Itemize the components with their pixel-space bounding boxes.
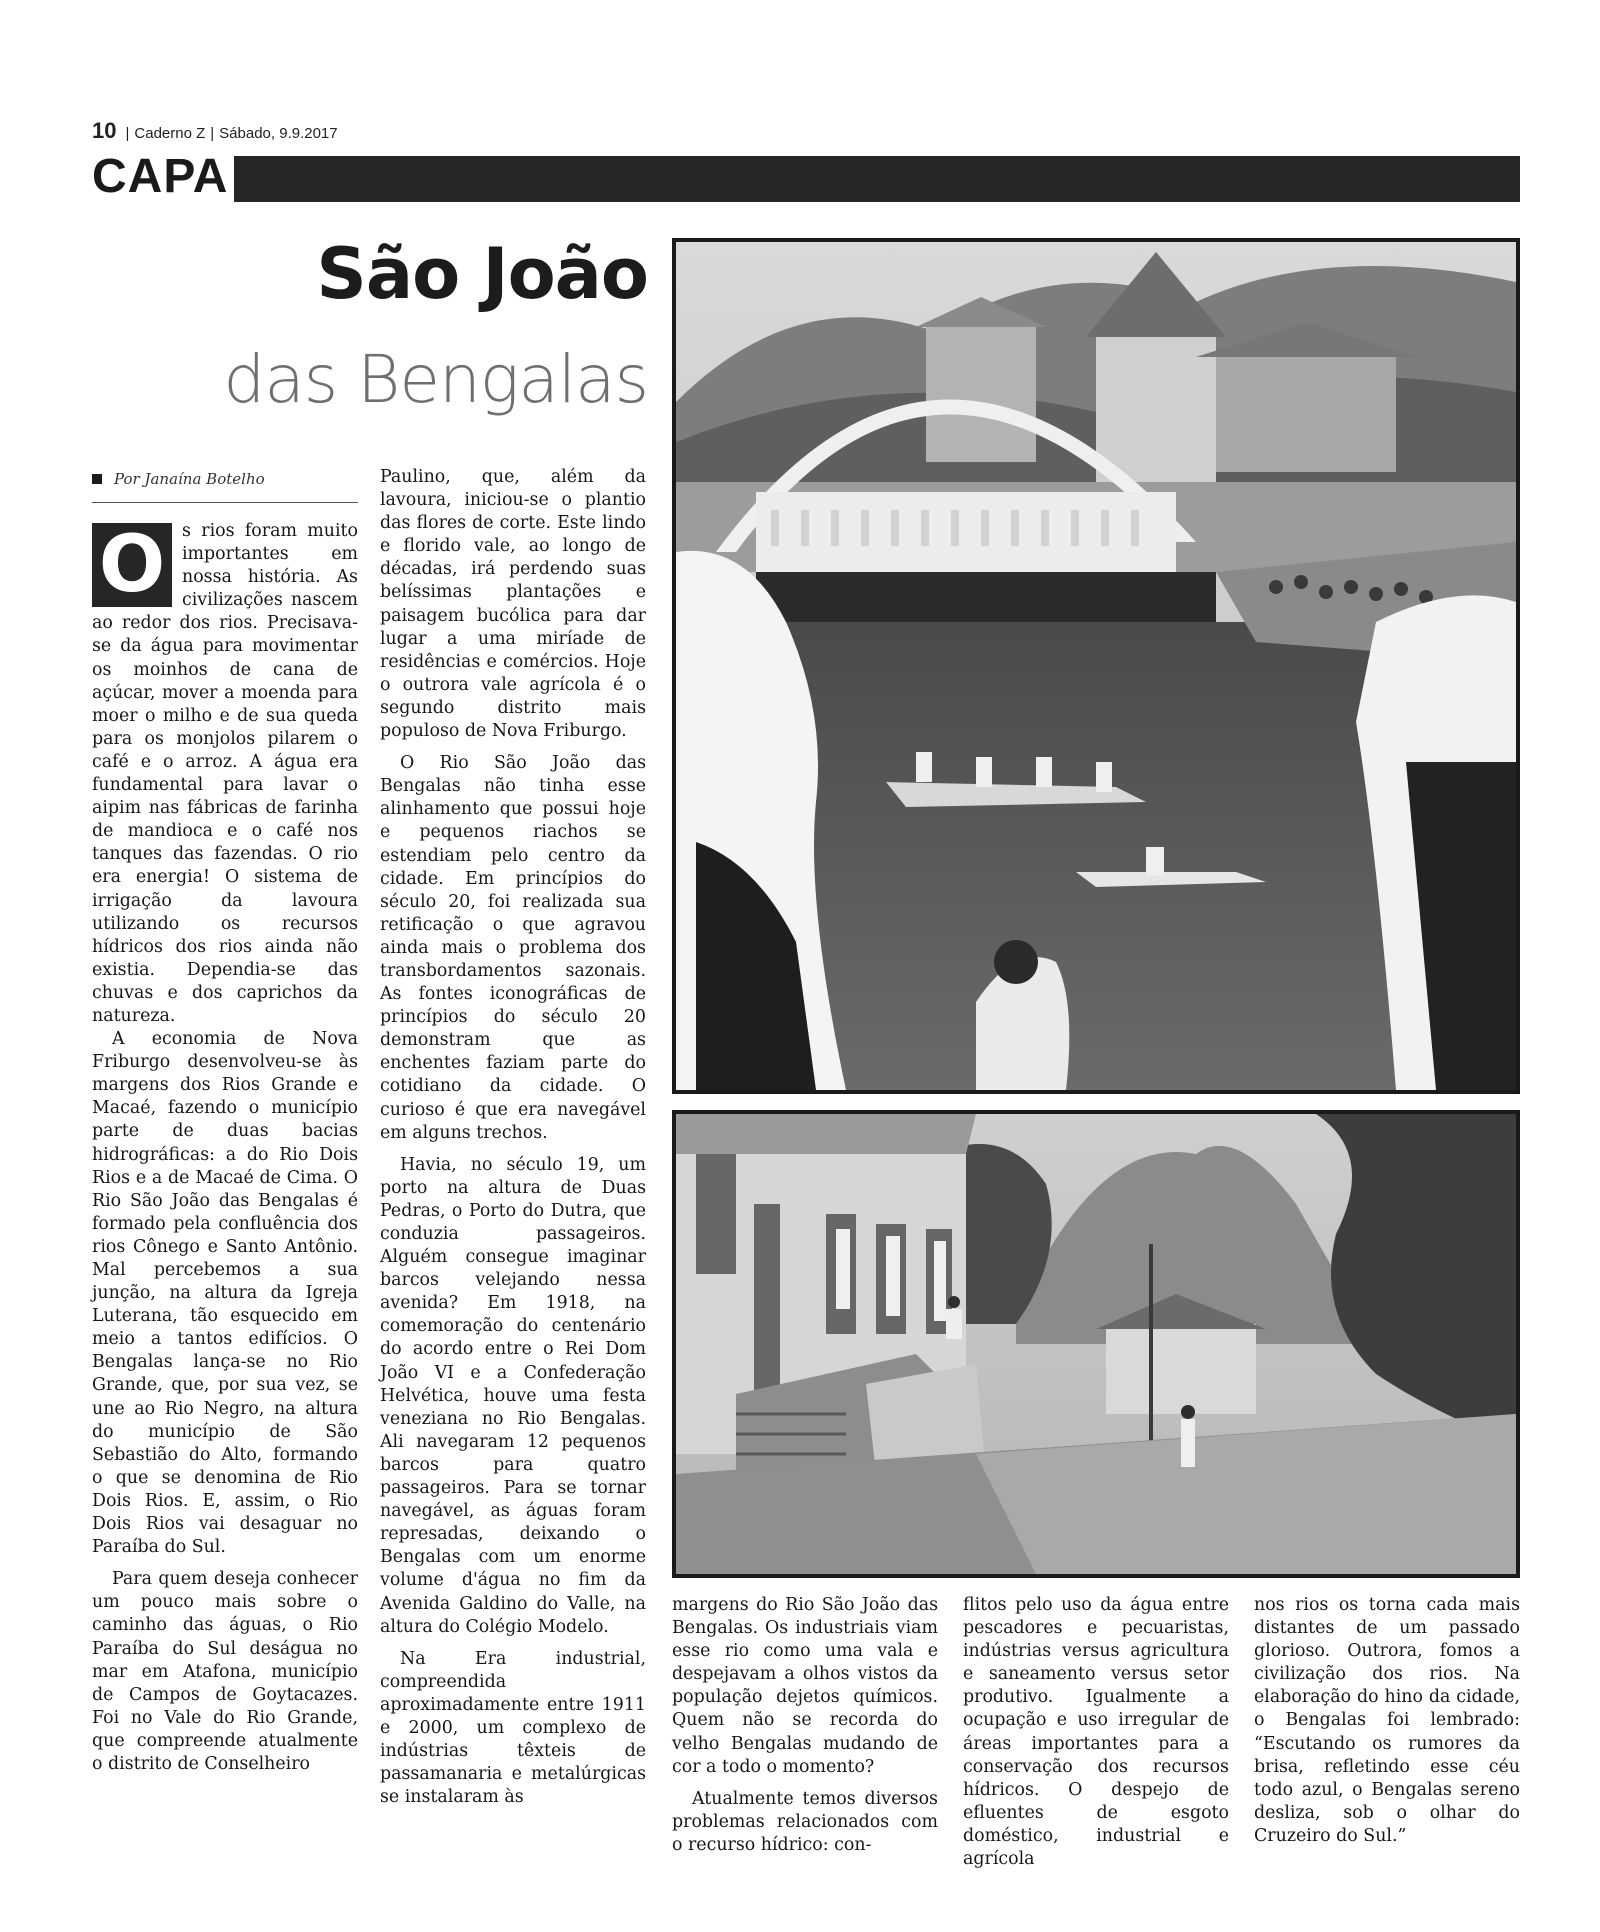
headline-line2: das Bengalas xyxy=(223,341,648,418)
col2-paragraph: O Rio São João das Bengalas não tinha esse alinhamento que possui hoje e pequenos riachos se estendiam pelo centro da cidade. Em princípios do século 20, foi realizada sua retificação o que agravou ainda mais o problema dos transbordamentos sazonais. As fontes iconográficas de princípios do século 20 demonstram que as enchentes faziam parte do cotidiano da cidade. O curioso é que era navegável em alguns trechos. xyxy=(380,753,646,1143)
page-number: 10 xyxy=(92,118,117,143)
article-column-4 xyxy=(963,1594,1229,1871)
flooded-street-icon xyxy=(676,1114,1516,1574)
river-bridge-boats-icon xyxy=(676,242,1516,1090)
page-header: 10 | Caderno Z | Sábado, 9.9.2017 xyxy=(92,118,338,143)
col3-paragraph: Atualmente temos diversos problemas relacionados com o recurso hídrico: con- xyxy=(672,1788,938,1855)
headline-line1: São João xyxy=(316,233,648,315)
article-column-3 xyxy=(672,1594,938,1857)
col2-paragraph: Na Era industrial, compreendida aproximadamente entre 1911 e 2000, um complexo de indústrias têxteis de passamanaria e metalúrgicas se instalaram às xyxy=(380,1648,646,1808)
col1-paragraph: Para quem deseja conhecer um pouco mais sobre o caminho das águas, o Rio Paraíba do Sul deságua no mar em Atafona, município de Campos de Goytacazes. Foi no Vale do Rio Grande, que compreende atualmente o distrito de Conselheiro xyxy=(92,1569,358,1774)
dropcap: O xyxy=(92,523,172,607)
byline xyxy=(92,470,358,503)
article-column-5 xyxy=(1254,1594,1520,1848)
col4-paragraph: flitos pelo uso da água entre pescadores e pecuaristas, indústrias versus agricultura e saneamento versus setor produtivo. Igualmente a ocupação e uso irregular de áreas importantes para a conservação dos recursos hídricos. O despejo de efluentes de esgoto doméstico, industrial e agrícola xyxy=(963,1595,1229,1870)
byline-author: Por Janaína Botelho xyxy=(114,470,265,488)
byline-square-icon xyxy=(92,474,102,484)
section-label: CAPA xyxy=(92,156,234,202)
section-bar xyxy=(92,156,1520,202)
article-column-2 xyxy=(380,466,646,1809)
section-name: Caderno Z xyxy=(134,125,206,142)
col2-paragraph: Paulino, que, além da lavoura, iniciou-se o plantio das flores de corte. Este lindo e florido vale, ao longo de décadas, irá perdendo suas belíssimas plantações e paisagem bucólica para dar lugar a uma miríade de residências e comércios. Hoje o outrora vale agrícola é o segundo distrito mais populoso de Nova Friburgo. xyxy=(380,467,646,742)
issue-date: Sábado, 9.9.2017 xyxy=(219,125,338,142)
col2-paragraph: Havia, no século 19, um porto na altura de Duas Pedras, o Porto do Dutra, que conduzia passageiros. Alguém consegue imaginar barcos velejando nessa avenida? Em 1918, na comemoração do centenário do acordo entre o Rei Dom João VI e a Confederação Helvética, houve uma festa veneziana no Rio Bengalas. Ali navegaram 12 pequenos barcos para quatro passageiros. Para se tornar navegável, as águas foram represadas, deixando o Bengalas com um enorme volume d'água no fim da Avenida Galdino do Valle, na altura do Colégio Modelo. xyxy=(380,1154,646,1637)
photo-flooded-street xyxy=(672,1110,1520,1578)
article-column-1 xyxy=(92,520,358,1776)
col3-paragraph: margens do Rio São João das Bengalas. Os industriais viam esse rio como uma vala e despejavam a olhos vistos da população dejetos químicos. Quem não se recorda do velho Bengalas mudando de cor a todo o momento? xyxy=(672,1595,938,1777)
col5-paragraph: nos rios os torna cada mais distantes de um passado glorioso. Outrora, fomos a civilização dos rios. Na elaboração do hino da cidade, o Bengalas foi lembrado: “Escutando os rumores da brisa, refletindo esse céu todo azul, o Bengalas sereno desliza, sob o olhar do Cruzeiro do Sul.” xyxy=(1254,1595,1520,1846)
col1-paragraph: s rios foram muito importantes em nossa história. As civilizações nascem ao redor dos rios. Precisava-se da água para movimentar os moinhos de cana de açúcar, mover a moenda para moer o milho e de sua queda para os monjolos pilarem o café e o arroz. A água era fundamental para lavar o aipim nas fábricas de farinha de mandioca e o café nos tanques das fazendas. O rio era energia! O sistema de irrigação da lavoura utilizando os recursos hídricos dos rios ainda não existia. Dependia-se das chuvas e dos caprichos da natureza. xyxy=(92,521,358,1026)
photo-river-bridge xyxy=(672,238,1520,1094)
col1-paragraph: A economia de Nova Friburgo desenvolveu-se às margens dos Rios Grande e Macaé, fazendo o município parte de duas bacias hidrográficas: a do Rio Dois Rios e a de Macaé de Cima. O Rio São João das Bengalas é formado pela confluência dos rios Cônego e Santo Antônio. Mal percebemos a sua junção, na altura da Igreja Luterana, tão esquecido em meio a tantos edifícios. O Bengalas lança-se no Rio Grande, que, por sua vez, se une ao Rio Negro, na altura do município de São Sebastião do Alto, formando o que se denomina de Rio Dois Rios. E, assim, o Rio Dois Rios vai desaguar no Paraíba do Sul. xyxy=(92,1029,358,1558)
